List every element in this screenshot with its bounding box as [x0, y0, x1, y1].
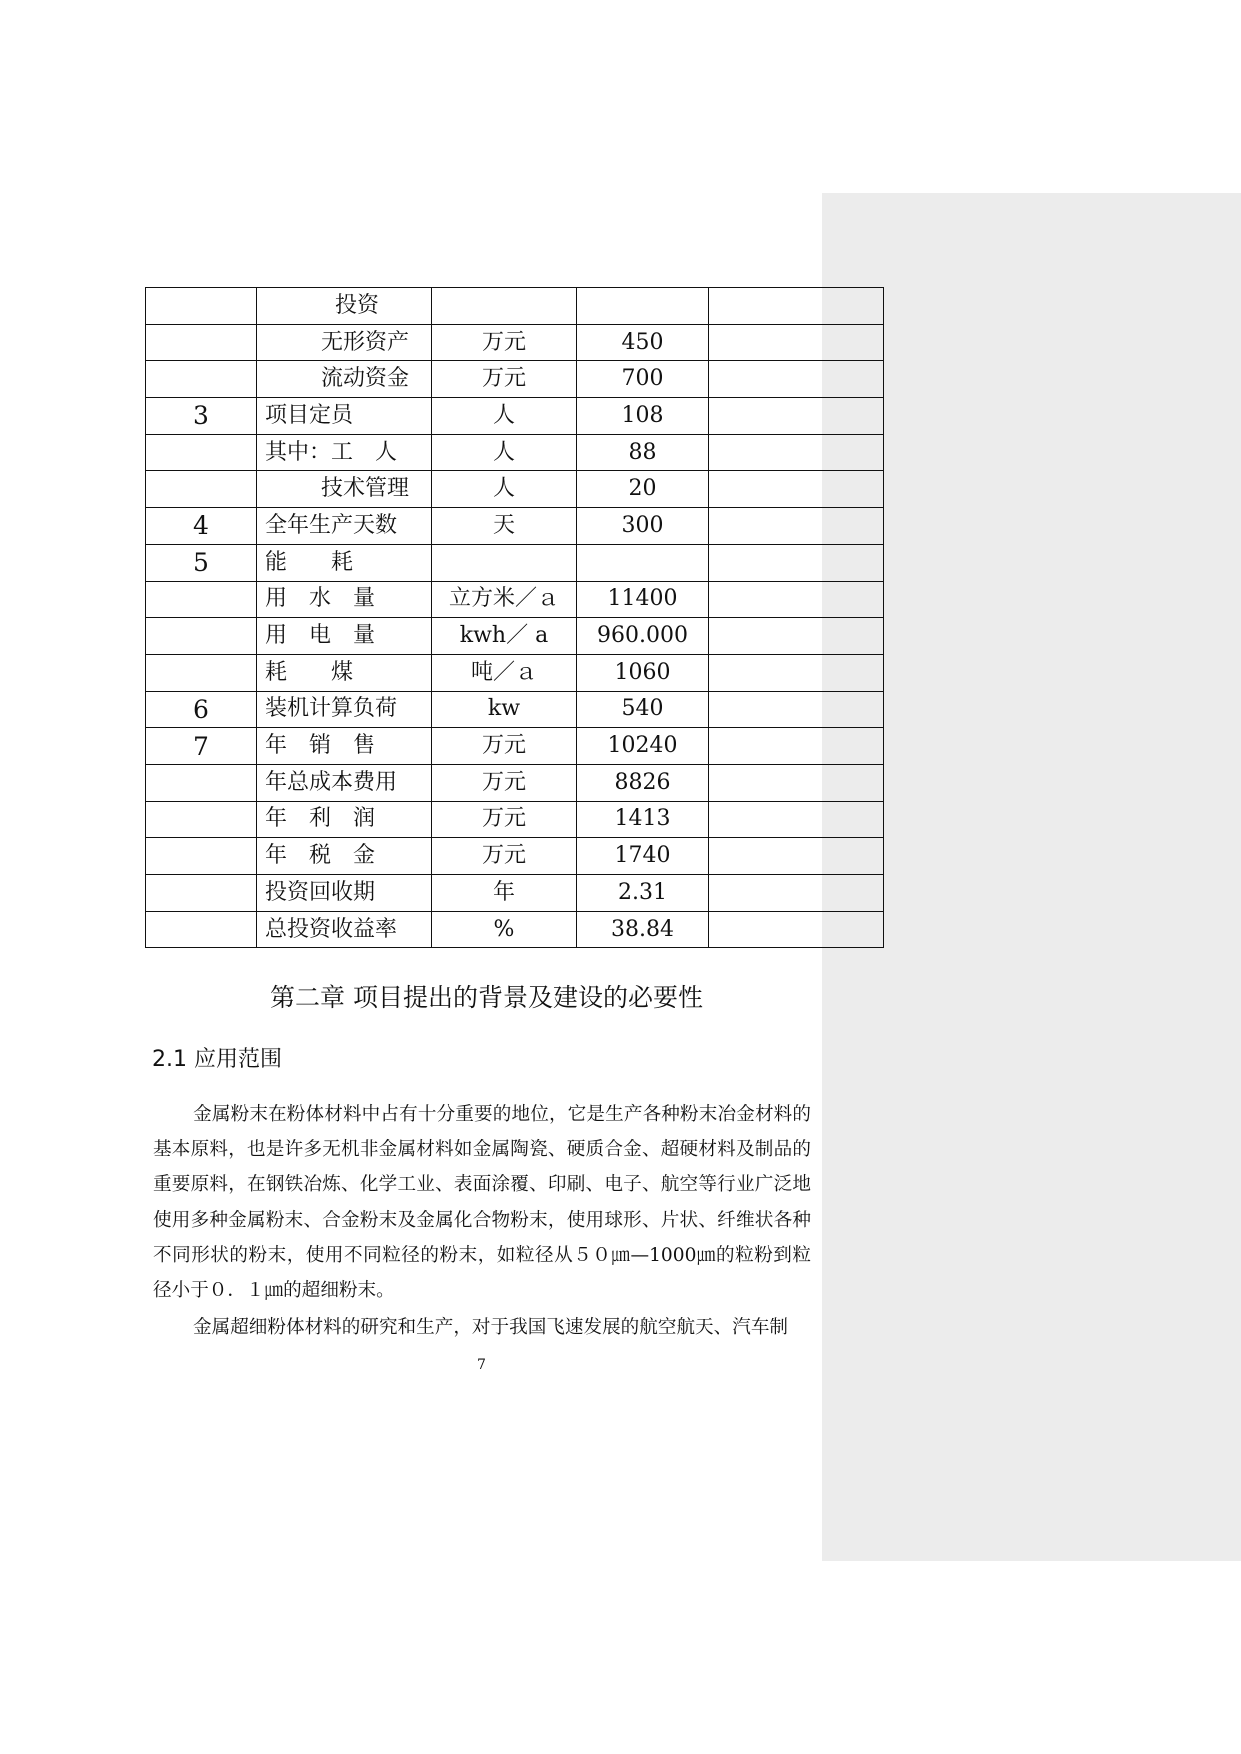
row-number — [146, 838, 257, 875]
paragraph-text: 金属超细粉体材料的研究和生产，对于我国飞速发展的航空航天、汽车制 — [193, 1317, 789, 1338]
table-row — [146, 801, 884, 838]
unit-cell: 万元 — [432, 838, 577, 875]
item-cell — [257, 508, 432, 545]
value-cell: 1740 — [577, 838, 709, 875]
table-row — [146, 875, 884, 912]
item-cell — [257, 398, 432, 435]
remarks-cell — [709, 618, 884, 655]
table-row — [146, 654, 884, 691]
item-label: 项目定员 — [265, 402, 354, 428]
remarks-cell — [709, 728, 884, 765]
unit-cell: 年 — [432, 875, 577, 912]
value-cell: 88 — [577, 434, 709, 471]
item-label: 流动资金 — [321, 366, 410, 392]
table-row — [146, 618, 884, 655]
remarks-cell — [709, 288, 884, 325]
row-number — [146, 288, 257, 325]
remarks-cell — [709, 581, 884, 618]
table-row — [146, 581, 884, 618]
remarks-cell — [709, 361, 884, 398]
table-row — [146, 324, 884, 361]
value-cell: 450 — [577, 324, 709, 361]
row-number — [146, 911, 257, 948]
item-cell — [257, 361, 432, 398]
value-cell: 700 — [577, 361, 709, 398]
page-number: 7 — [477, 1357, 486, 1373]
item-cell — [257, 654, 432, 691]
remarks-cell — [709, 434, 884, 471]
remarks-cell — [709, 911, 884, 948]
unit-cell: 立方米／ａ — [432, 581, 577, 618]
unit-cell: 天 — [432, 508, 577, 545]
item-cell — [257, 801, 432, 838]
item-label: 总投资收益率 — [265, 916, 398, 942]
value-cell — [577, 288, 709, 325]
value-cell: 11400 — [577, 581, 709, 618]
paragraph-text: 金属粉末在粉体材料中占有十分重要的地位，它是生产各种粉末冶金材料的基本原料，也是许多无机非金属材料如金属陶瓷、硬质合金、超硬材料及制品的重要原料，在钢铁冶炼、化学工业、表面涂覆、印刷、电子、航空等行业广泛地使用多种金属粉末、合金粉末及金属化合物粉末，使用球形、片状、纤维状各种不同形状的粉末，使用不同粒径的粉末，如粒径从５０㎛—1000㎛的粒粉到粒径小于０．１㎛的超细粉末。 — [153, 1104, 811, 1302]
unit-cell: 万元 — [432, 324, 577, 361]
remarks-cell — [709, 324, 884, 361]
item-cell — [257, 691, 432, 728]
table-row — [146, 728, 884, 765]
row-number — [146, 801, 257, 838]
unit-cell — [432, 544, 577, 581]
item-cell — [257, 544, 432, 581]
remarks-cell — [709, 801, 884, 838]
row-number — [146, 434, 257, 471]
row-number: 7 — [146, 728, 257, 765]
unit-cell: 人 — [432, 471, 577, 508]
item-label: 投资回收期 — [265, 879, 376, 905]
item-label: 装机计算负荷 — [265, 696, 398, 722]
row-number: 4 — [146, 508, 257, 545]
item-cell — [257, 324, 432, 361]
table-row — [146, 471, 884, 508]
unit-cell: 吨／ａ — [432, 654, 577, 691]
table-row — [146, 288, 884, 325]
table-row — [146, 361, 884, 398]
item-label: 耗 煤 — [265, 659, 354, 685]
unit-cell: 万元 — [432, 728, 577, 765]
remarks-cell — [709, 471, 884, 508]
item-cell — [257, 434, 432, 471]
chapter-title: 第二章 项目提出的背景及建设的必要性 — [270, 983, 703, 1012]
section-title: 2.1 应用范围 — [152, 1047, 282, 1072]
row-number — [146, 875, 257, 912]
unit-cell: 人 — [432, 398, 577, 435]
item-label: 其中：工 人 — [265, 439, 398, 465]
value-cell: 38.84 — [577, 911, 709, 948]
value-cell: 20 — [577, 471, 709, 508]
row-number: 6 — [146, 691, 257, 728]
table-row — [146, 434, 884, 471]
paragraph — [153, 1310, 811, 1345]
remarks-cell — [709, 875, 884, 912]
item-cell — [257, 875, 432, 912]
table-row — [146, 508, 884, 545]
row-number — [146, 764, 257, 801]
unit-cell: 万元 — [432, 361, 577, 398]
item-label: 用 水 量 — [265, 586, 376, 612]
unit-cell: % — [432, 911, 577, 948]
comment-margin-pane — [822, 193, 1241, 1561]
table-row — [146, 691, 884, 728]
item-cell — [257, 471, 432, 508]
row-number: 3 — [146, 398, 257, 435]
row-number — [146, 471, 257, 508]
item-label: 年 税 金 — [265, 843, 376, 869]
project-indicators-table — [145, 287, 884, 948]
row-number — [146, 324, 257, 361]
item-label: 年总成本费用 — [265, 769, 398, 795]
table-row — [146, 911, 884, 948]
item-label: 技术管理 — [321, 476, 410, 502]
value-cell: 960.000 — [577, 618, 709, 655]
table-row — [146, 398, 884, 435]
item-cell — [257, 618, 432, 655]
item-cell — [257, 911, 432, 948]
item-label: 全年生产天数 — [265, 512, 398, 538]
value-cell: 8826 — [577, 764, 709, 801]
unit-cell: 万元 — [432, 764, 577, 801]
unit-cell — [432, 288, 577, 325]
remarks-cell — [709, 691, 884, 728]
table-row — [146, 838, 884, 875]
table-row — [146, 544, 884, 581]
item-cell — [257, 728, 432, 765]
remarks-cell — [709, 838, 884, 875]
remarks-cell — [709, 398, 884, 435]
item-cell — [257, 838, 432, 875]
item-cell — [257, 581, 432, 618]
item-label: 无形资产 — [321, 329, 410, 355]
unit-cell: kwh／ a — [432, 618, 577, 655]
item-label: 能 耗 — [265, 549, 354, 575]
row-number — [146, 654, 257, 691]
value-cell: 108 — [577, 398, 709, 435]
paragraph — [153, 1097, 811, 1308]
unit-cell: kw — [432, 691, 577, 728]
item-cell — [257, 288, 432, 325]
value-cell: 10240 — [577, 728, 709, 765]
row-number: 5 — [146, 544, 257, 581]
unit-cell: 人 — [432, 434, 577, 471]
row-number — [146, 581, 257, 618]
remarks-cell — [709, 654, 884, 691]
remarks-cell — [709, 508, 884, 545]
value-cell: 1413 — [577, 801, 709, 838]
unit-cell: 万元 — [432, 801, 577, 838]
item-label: 年 销 售 — [265, 733, 376, 759]
item-cell — [257, 764, 432, 801]
row-number — [146, 618, 257, 655]
item-label: 年 利 润 — [265, 806, 376, 832]
item-label: 用 电 量 — [265, 623, 376, 649]
value-cell — [577, 544, 709, 581]
value-cell: 540 — [577, 691, 709, 728]
row-number — [146, 361, 257, 398]
remarks-cell — [709, 544, 884, 581]
value-cell: 2.31 — [577, 875, 709, 912]
value-cell: 300 — [577, 508, 709, 545]
item-label: 投资 — [335, 292, 380, 318]
table-row — [146, 764, 884, 801]
value-cell: 1060 — [577, 654, 709, 691]
remarks-cell — [709, 764, 884, 801]
